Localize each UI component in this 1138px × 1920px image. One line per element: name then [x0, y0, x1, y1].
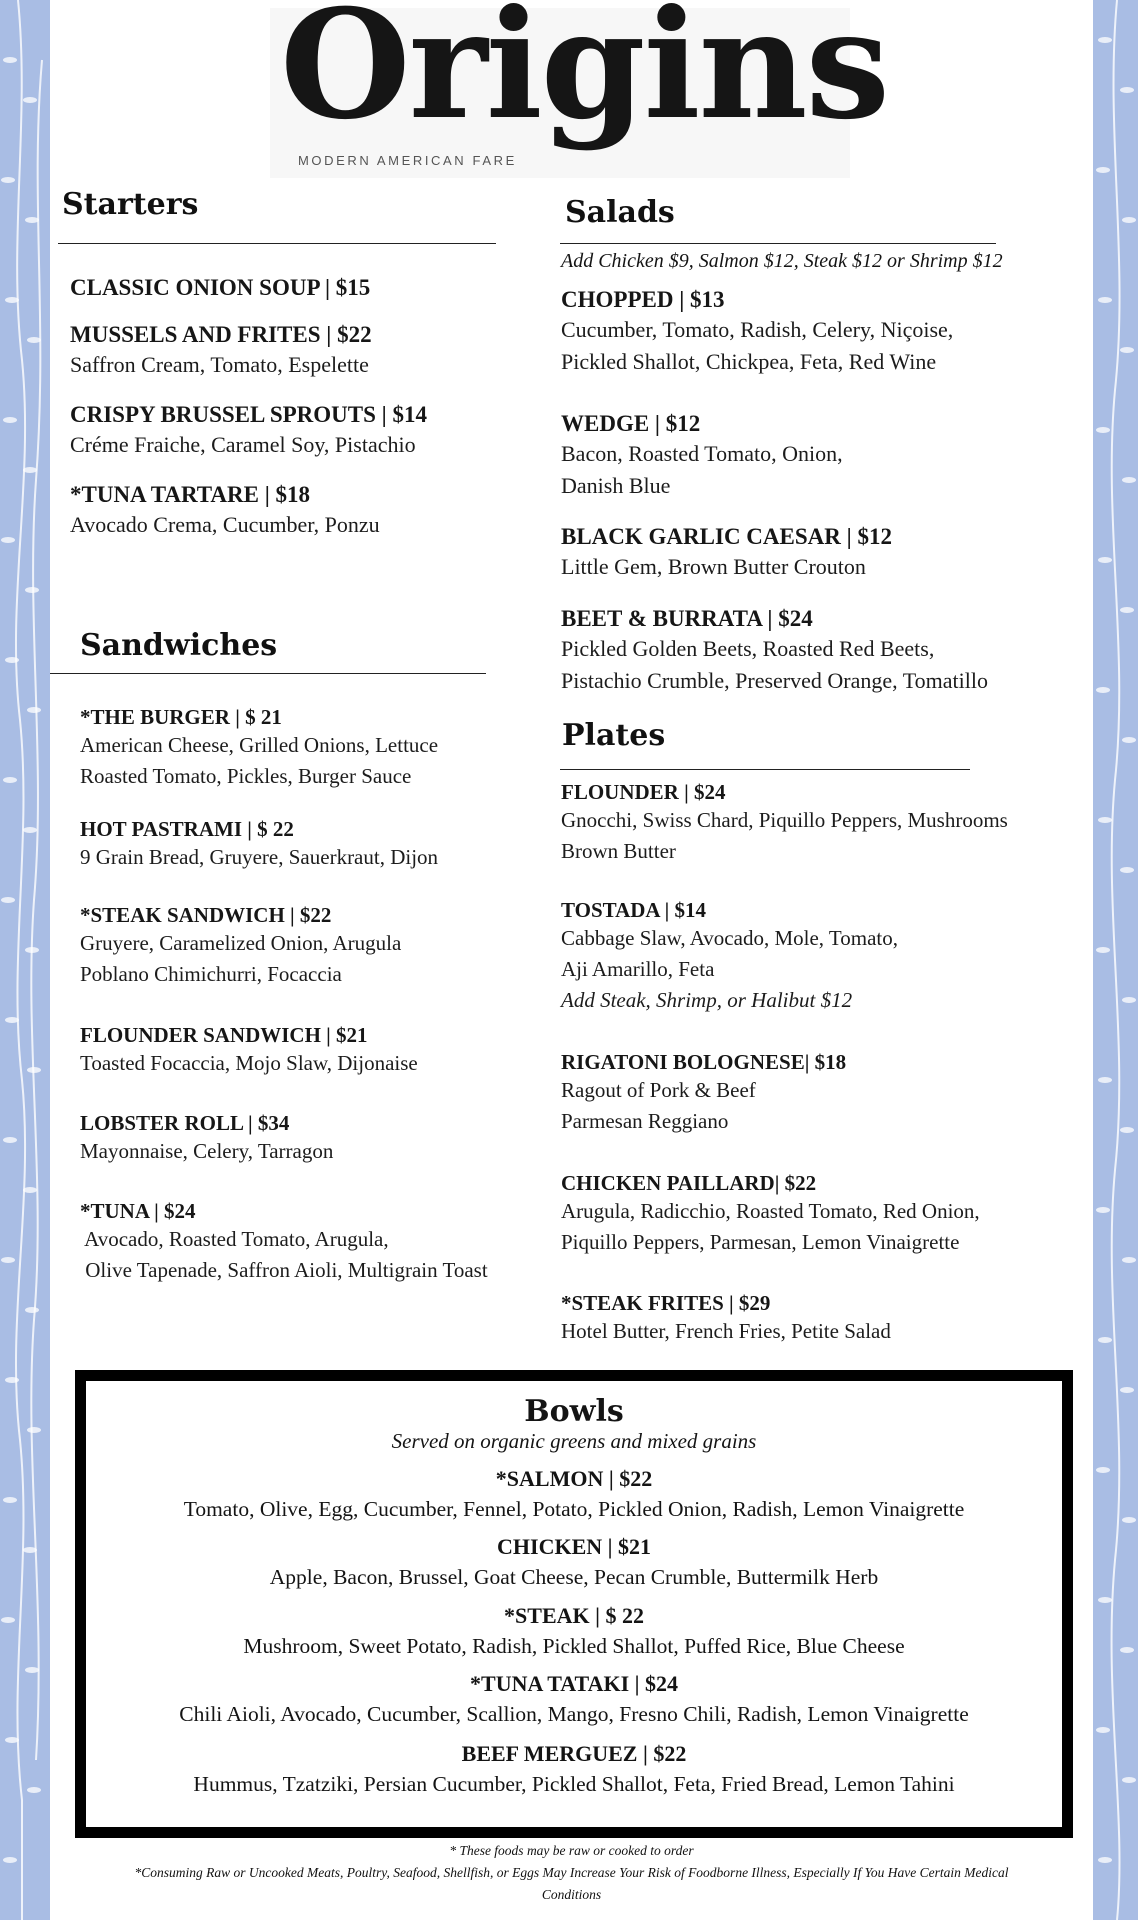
item-description: Roasted Tomato, Pickles, Burger Sauce — [80, 764, 412, 788]
item-description: American Cheese, Grilled Onions, Lettuce — [80, 733, 439, 757]
item-description: Brown Butter — [561, 839, 676, 863]
item-description: Créme Fraiche, Caramel Soy, Pistachio — [70, 432, 416, 457]
item-name: CHICKEN PAILLARD| $22 — [561, 1171, 817, 1195]
menu-item — [561, 286, 953, 378]
item-description: Gruyere, Caramelized Onion, Arugula — [80, 931, 402, 955]
menu-item — [561, 1049, 846, 1137]
item-description: Pistachio Crumble, Preserved Orange, Tomatillo — [561, 668, 988, 693]
menu-item — [561, 523, 892, 583]
menu-item — [80, 1198, 488, 1286]
bowl-name: *TUNA TATAKI | $24 — [470, 1671, 678, 1696]
item-name: *TUNA | $24 — [80, 1199, 196, 1223]
fern-pattern-icon — [1093, 0, 1138, 1920]
item-description: Poblano Chimichurri, Focaccia — [80, 962, 342, 986]
bowl-description: Mushroom, Sweet Potato, Radish, Pickled Shallot, Puffed Rice, Blue Cheese — [243, 1634, 905, 1658]
plates-title: Plates — [562, 718, 666, 753]
starters-title: Starters — [62, 187, 199, 222]
bowls-box — [75, 1370, 1073, 1838]
starters-rule — [58, 243, 496, 244]
item-description: Pickled Golden Beets, Roasted Red Beets, — [561, 636, 935, 661]
item-description: Avocado Crema, Cucumber, Ponzu — [70, 512, 380, 537]
menu-item — [561, 1170, 980, 1258]
menu-item — [80, 816, 438, 873]
brand-tagline: MODERN AMERICAN FARE — [298, 153, 517, 168]
salads-addon-note: Add Chicken $9, Salmon $12, Steak $12 or Shrimp $12 — [561, 250, 1003, 272]
item-name: MUSSELS AND FRITES | $22 — [70, 322, 372, 347]
item-description: Hotel Butter, French Fries, Petite Salad — [561, 1319, 891, 1343]
bowl-description: Chili Aioli, Avocado, Cucumber, Scallion, Mango, Fresno Chili, Radish, Lemon Vinaigrette — [179, 1702, 969, 1726]
bowl-description: Tomato, Olive, Egg, Cucumber, Fennel, Potato, Pickled Onion, Radish, Lemon Vinaigrette — [183, 1497, 965, 1521]
item-name: FLOUNDER SANDWICH | $21 — [80, 1023, 368, 1047]
item-name: LOBSTER ROLL | $34 — [80, 1111, 290, 1135]
item-name: RIGATONI BOLOGNESE| $18 — [561, 1050, 847, 1074]
footer-warning-cont: Conditions — [541, 1887, 602, 1902]
bowl-name: *SALMON | $22 — [495, 1466, 653, 1491]
bowl-description: Hummus, Tzatziki, Persian Cucumber, Pickled Shallot, Feta, Fried Bread, Lemon Tahini — [193, 1772, 955, 1796]
item-description: Little Gem, Brown Butter Crouton — [561, 554, 866, 579]
menu-item — [561, 1290, 891, 1347]
menu-item — [80, 1022, 418, 1079]
item-addon: Add Steak, Shrimp, or Halibut $12 — [561, 988, 853, 1012]
item-name: WEDGE | $12 — [561, 411, 701, 436]
item-description: Danish Blue — [561, 473, 671, 498]
bowl-description: Apple, Bacon, Brussel, Goat Cheese, Pecan Crumble, Buttermilk Herb — [269, 1565, 879, 1589]
menu-item — [80, 704, 438, 792]
item-description: Cucumber, Tomato, Radish, Celery, Niçoise, — [561, 317, 954, 342]
item-name: TOSTADA | $14 — [561, 898, 707, 922]
item-name: CRISPY BRUSSEL SPROUTS | $14 — [70, 402, 427, 427]
item-name: BEET & BURRATA | $24 — [561, 606, 813, 631]
menu-item — [561, 897, 898, 1016]
item-description: Toasted Focaccia, Mojo Slaw, Dijonaise — [80, 1051, 418, 1075]
item-description: Avocado, Roasted Tomato, Arugula, — [80, 1227, 389, 1251]
footer-warning: *Consuming Raw or Uncooked Meats, Poultry, Seafood, Shellfish, or Eggs May Increase Your Risk of Foodborne Illness, Especially If You Have Certain Medical — [134, 1865, 1009, 1880]
menu-item — [80, 1110, 333, 1167]
item-name: *STEAK SANDWICH | $22 — [80, 903, 332, 927]
item-description: Aji Amarillo, Feta — [561, 957, 715, 981]
decorative-border-right — [1093, 0, 1138, 1920]
sandwiches-rule — [50, 673, 486, 674]
menu-item — [70, 401, 427, 461]
menu-item — [70, 481, 380, 541]
menu-item — [70, 321, 372, 381]
item-description: Piquillo Peppers, Parmesan, Lemon Vinaigrette — [561, 1230, 960, 1254]
item-name: *THE BURGER | $ 21 — [80, 705, 282, 729]
item-description: Gnocchi, Swiss Chard, Piquillo Peppers, Mushrooms — [561, 808, 1008, 832]
item-description: Cabbage Slaw, Avocado, Mole, Tomato, — [561, 926, 898, 950]
sandwiches-title: Sandwiches — [80, 628, 278, 663]
brand-logo — [270, 0, 889, 178]
menu-item — [70, 274, 370, 302]
menu-item — [561, 605, 988, 697]
item-name: CLASSIC ONION SOUP | $15 — [70, 275, 371, 300]
item-description: Parmesan Reggiano — [561, 1109, 729, 1133]
item-name: *STEAK FRITES | $29 — [561, 1291, 771, 1315]
bowls-subtitle: Served on organic greens and mixed grains — [391, 1429, 757, 1453]
menu-item — [561, 779, 1008, 867]
brand-name: Origins — [280, 0, 889, 153]
decorative-border-left — [0, 0, 50, 1920]
item-description: Mayonnaise, Celery, Tarragon — [80, 1139, 334, 1163]
menu-item — [561, 410, 843, 502]
bowls-title: Bowls — [524, 1394, 624, 1429]
item-description: Pickled Shallot, Chickpea, Feta, Red Wine — [561, 349, 937, 374]
item-description: Saffron Cream, Tomato, Espelette — [70, 352, 369, 377]
item-description: Olive Tapenade, Saffron Aioli, Multigrain Toast — [80, 1258, 488, 1282]
bowl-name: *STEAK | $ 22 — [504, 1603, 644, 1628]
item-name: HOT PASTRAMI | $ 22 — [80, 817, 294, 841]
item-description: Bacon, Roasted Tomato, Onion, — [561, 441, 843, 466]
item-name: BLACK GARLIC CAESAR | $12 — [561, 524, 892, 549]
item-name: *TUNA TARTARE | $18 — [70, 482, 311, 507]
footer-note: * These foods may be raw or cooked to order — [449, 1843, 694, 1858]
item-name: CHOPPED | $13 — [561, 287, 725, 312]
fern-pattern-icon — [0, 0, 50, 1920]
item-description: 9 Grain Bread, Gruyere, Sauerkraut, Dijon — [80, 845, 439, 869]
item-name: FLOUNDER | $24 — [561, 780, 726, 804]
bowl-name: CHICKEN | $21 — [497, 1534, 651, 1559]
plates-rule — [560, 769, 970, 770]
salads-rule — [560, 243, 996, 244]
menu-item — [80, 902, 401, 990]
salads-title: Salads — [565, 195, 675, 230]
bowl-name: BEEF MERGUEZ | $22 — [461, 1741, 687, 1766]
item-description: Ragout of Pork & Beef — [561, 1078, 756, 1102]
item-description: Arugula, Radicchio, Roasted Tomato, Red Onion, — [561, 1199, 980, 1223]
